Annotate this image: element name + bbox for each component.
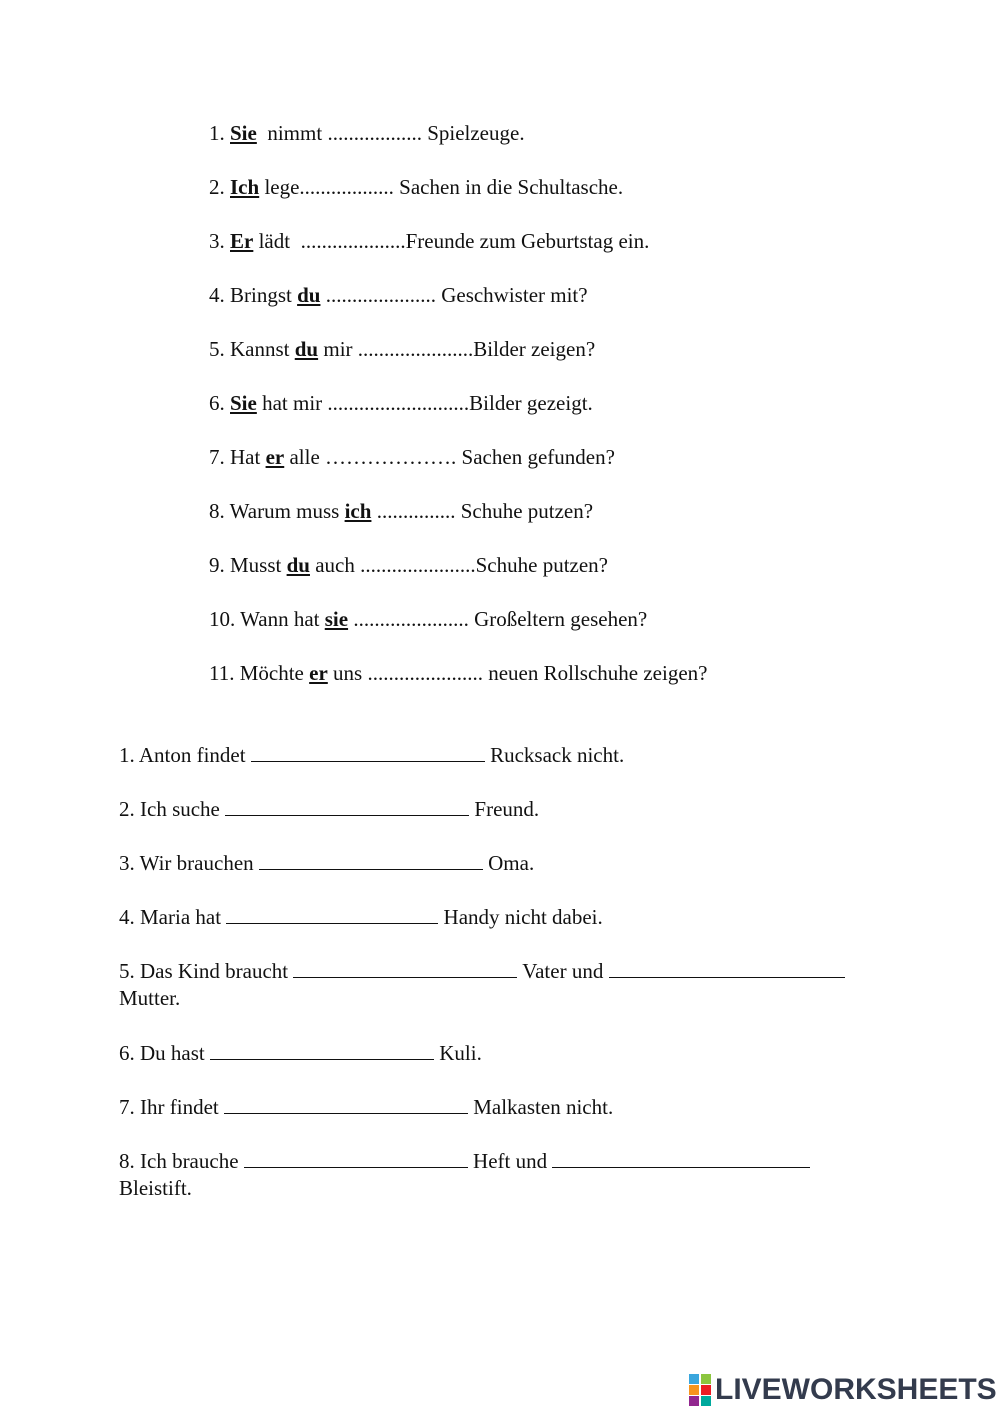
exercise-line: 6. Sie hat mir ...........................Bilder gezeigt. <box>209 391 593 415</box>
exercise-line: 1. Sie nimmt .................. Spielzeuge. <box>209 121 525 145</box>
pronoun: Er <box>230 229 254 253</box>
item-number: 6. <box>209 391 225 415</box>
item-number: 4. <box>209 283 225 307</box>
exercise-line: 2. Ich lege.................. Sachen in die Schultasche. <box>209 175 624 199</box>
exercise-line: 6. Du hast Kuli. <box>119 1041 482 1065</box>
exercise-line-continuation: Bleistift. <box>119 1176 192 1200</box>
blank-dots[interactable]: .................. <box>327 121 422 145</box>
item-number: 11. <box>209 661 235 685</box>
exercise-line: 7. Hat er alle ………………. Sachen gefunden? <box>209 445 615 469</box>
exercise-line: 8. Ich brauche Heft und <box>119 1148 810 1174</box>
pronoun: Sie <box>230 391 257 415</box>
blank-dots[interactable]: ...................... <box>367 661 483 685</box>
pronoun: Sie <box>230 121 257 145</box>
item-number: 5. <box>209 337 225 361</box>
pronoun: ich <box>344 499 372 523</box>
exercise-line: 4. Maria hat Handy nicht dabei. <box>119 905 603 929</box>
liveworksheets-logo-icon <box>689 1374 711 1406</box>
exercise-line: 9. Musst du auch ......................Schuhe putzen? <box>209 553 608 577</box>
item-number: 3. <box>209 229 225 253</box>
blank-line[interactable] <box>293 976 517 978</box>
blank-line[interactable] <box>251 760 485 762</box>
exercise-line: 4. Bringst du ..................... Geschwister mit? <box>209 283 588 307</box>
pronoun: sie <box>324 607 349 631</box>
exercise-line: 1. Anton findet Rucksack nicht. <box>119 743 625 767</box>
blank-line[interactable] <box>552 1166 810 1168</box>
exercise-line: 11. Möchte er uns ...................... neuen Rollschuhe zeigen? <box>209 661 708 685</box>
blank-dots[interactable]: ………………. <box>325 445 457 469</box>
item-number: 8. <box>209 499 225 523</box>
blank-line[interactable] <box>224 1112 468 1114</box>
exercise-line: 5. Kannst du mir ......................Bilder zeigen? <box>209 337 596 361</box>
blank-dots[interactable]: ...................... <box>357 337 474 361</box>
pronoun: er <box>265 445 285 469</box>
item-number: 1. <box>209 121 225 145</box>
blank-line[interactable] <box>244 1166 468 1168</box>
pronoun: er <box>309 661 328 685</box>
blank-line[interactable] <box>609 976 845 978</box>
exercise-line: 3. Wir brauchen Oma. <box>119 851 535 875</box>
pronoun: Ich <box>230 175 260 199</box>
item-number: 2. <box>209 175 225 199</box>
blank-line[interactable] <box>210 1058 434 1060</box>
blank-dots[interactable]: ...................... <box>353 607 469 631</box>
exercise-line: 3. Er lädt ....................Freunde zum Geburtstag ein. <box>209 229 650 253</box>
blank-dots[interactable]: .................. <box>299 175 394 199</box>
pronoun: du <box>294 337 319 361</box>
item-number: 7. <box>209 445 225 469</box>
exercise-line: 2. Ich suche Freund. <box>119 797 540 821</box>
blank-dots[interactable]: ...................... <box>360 553 476 577</box>
blank-dots[interactable]: .................... <box>300 229 406 253</box>
blank-line[interactable] <box>259 868 483 870</box>
pronoun: du <box>286 553 310 577</box>
liveworksheets-logo <box>689 1372 997 1408</box>
exercise-line: 5. Das Kind braucht Vater und <box>119 958 845 984</box>
blank-dots[interactable]: ........................... <box>327 391 470 415</box>
exercise-line: 10. Wann hat sie ...................... Großeltern gesehen? <box>209 607 648 631</box>
blank-dots[interactable]: ..................... <box>325 283 436 307</box>
logo-text: LIVEWORKSHEETS <box>715 1373 997 1406</box>
exercise-line: 7. Ihr findet Malkasten nicht. <box>119 1095 614 1119</box>
blank-line[interactable] <box>226 922 438 924</box>
exercise-line: 8. Warum muss ich ............... Schuhe putzen? <box>209 499 594 523</box>
exercise-line-continuation: Mutter. <box>119 986 181 1010</box>
pronoun: du <box>297 283 321 307</box>
item-number: 9. <box>209 553 225 577</box>
blank-dots[interactable]: ............... <box>376 499 456 523</box>
blank-line[interactable] <box>225 814 469 816</box>
item-number: 10. <box>209 607 236 631</box>
